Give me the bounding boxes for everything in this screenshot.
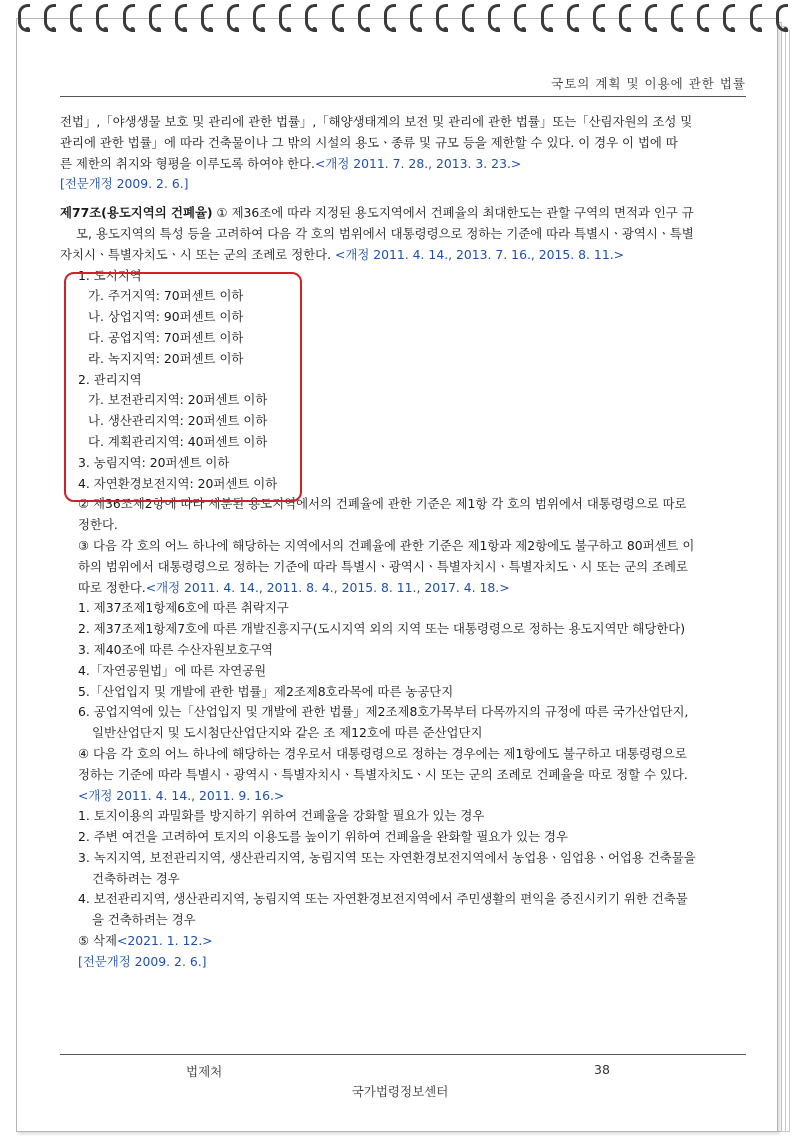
text-segment: 1. 제37조제1항제6호에 따른 취락지구 (78, 600, 289, 616)
binding-ring-icon (149, 4, 161, 32)
binding-ring-icon (619, 4, 631, 32)
binding-ring-icon (384, 4, 396, 32)
page-number: 38 (594, 1062, 610, 1077)
text-line (60, 578, 750, 599)
text-line (60, 765, 750, 786)
text-segment: 을 건축하려는 경우 (92, 912, 196, 928)
text-segment: 관리에 관한 법률」에 따라 건축물이나 그 밖의 시설의 용도ㆍ종류 및 규모 등을 제한할 수 있다. 이 경우 이 법에 따 (60, 134, 678, 150)
text-line (60, 112, 750, 133)
binding-ring-icon (567, 4, 579, 32)
binding-ring-icon (123, 4, 135, 32)
text-segment: 다. 계획관리지역: 40퍼센트 이하 (88, 433, 268, 449)
binding-ring-icon (332, 4, 344, 32)
text-line (60, 952, 750, 973)
text-segment: ④ 다음 각 호의 어느 하나에 해당하는 경우로서 대통령령으로 정하는 경우에는 제1항에도 불구하고 대통령령으로 (78, 745, 687, 761)
text-segment: ① 제36조에 따라 지정된 용도지역에서 건폐율의 최대한도는 관할 구역의 면적과 인구 규 (212, 205, 694, 221)
text-segment: 라. 녹지지역: 20퍼센트 이하 (88, 350, 244, 366)
text-segment: 정한다. (78, 517, 118, 533)
binding-ring-icon (410, 4, 422, 32)
text-segment: 1. 도시지역 (78, 267, 142, 283)
text-line (60, 848, 750, 869)
text-line (60, 869, 750, 890)
binding-ring-icon (96, 4, 108, 32)
binding-ring-icon (462, 4, 474, 32)
footer-source: 국가법령정보센터 (351, 1084, 449, 1099)
text-segment: 2. 관리지역 (78, 371, 142, 387)
text-line (60, 786, 750, 807)
text-line (60, 224, 750, 245)
binding-ring-icon (175, 4, 187, 32)
amendment-note: [전문개정 2009. 2. 6.] (60, 176, 189, 192)
text-segment: ② 제36조제2항에 따라 세분된 용도지역에서의 건폐율에 관한 기준은 제1항 각 호의 범위에서 대통령령으로 따로 (78, 496, 687, 512)
binding-ring-icon (305, 4, 317, 32)
text-segment: 4. 보전관리지역, 생산관리지역, 농림지역 또는 자연환경보전지역에서 주민생활의 편익을 증진시키기 위한 건축물 (78, 891, 688, 907)
text-segment: 2. 제37조제1항제7호에 따른 개발진흥지구(도시지역 외의 지역 또는 대통령령으로 정하는 용도지역만 해당한다) (78, 621, 686, 637)
text-line (60, 133, 750, 154)
binding-ring-icon (671, 4, 683, 32)
text-line (60, 203, 750, 224)
text-segment: 4. 자연환경보전지역: 20퍼센트 이하 (78, 475, 278, 491)
text-line (60, 557, 750, 578)
binding-ring-icon (279, 4, 291, 32)
text-segment: 가. 보전관리지역: 20퍼센트 이하 (88, 392, 268, 408)
binding-ring-icon (18, 4, 30, 32)
document-body (60, 112, 750, 973)
text-line (60, 661, 750, 682)
footer-publisher: 법제처 (186, 1064, 223, 1079)
text-segment: 따로 정한다. (78, 579, 146, 595)
binding-ring-icon (253, 4, 265, 32)
text-segment: 자치시ㆍ특별자치도ㆍ시 또는 군의 조례로 정한다. (60, 246, 335, 262)
text-segment: 6. 공업지역에 있는「산업입지 및 개발에 관한 법률」제2조제8호가목부터 다목까지의 규정에 따른 국가산업단지, (78, 704, 689, 720)
binding-ring-icon (436, 4, 448, 32)
text-line (60, 154, 750, 175)
text-segment: 일반산업단지 및 도시첨단산업단지와 같은 조 제12호에 따른 준산업단지 (92, 725, 483, 741)
text-line (60, 598, 750, 619)
binding-ring-icon (70, 4, 82, 32)
amendment-note: <2021. 1. 12.> (117, 933, 213, 949)
binding-ring-icon (227, 4, 239, 32)
amendment-note: <개정 2011. 4. 14., 2011. 8. 4., 2015. 8. 11., 2017. 4. 18.> (145, 579, 510, 595)
text-line (60, 723, 750, 744)
text-line (60, 195, 750, 203)
text-line (60, 889, 750, 910)
text-segment: 나. 상업지역: 90퍼센트 이하 (88, 309, 244, 325)
binding-ring-icon (514, 4, 526, 32)
binding-ring-icon (750, 4, 762, 32)
text-segment: 2. 주변 여건을 고려하여 토지의 이용도를 높이기 위하여 건폐율을 완화할 필요가 있는 경우 (78, 829, 568, 845)
text-line (60, 245, 750, 266)
text-line (60, 174, 750, 195)
text-line (60, 640, 750, 661)
text-segment: 3. 제40조에 따른 수산자원보호구역 (78, 641, 274, 657)
text-segment: 나. 생산관리지역: 20퍼센트 이하 (88, 413, 268, 429)
text-segment: 정하는 기준에 따라 특별시ㆍ광역시ㆍ특별자치시ㆍ특별자치도ㆍ시 또는 군의 조례로 건폐율을 따로 정할 수 있다. (78, 766, 688, 782)
footer-divider (60, 1054, 746, 1055)
binding-ring-icon (541, 4, 553, 32)
spiral-binding (18, 0, 788, 34)
binding-ring-icon (593, 4, 605, 32)
text-segment: 3. 녹지지역, 보전관리지역, 생산관리지역, 농림지역 또는 자연환경보전지역에서 농업용ㆍ임업용ㆍ어업용 건축물을 (78, 849, 696, 865)
binding-ring-icon (488, 4, 500, 32)
text-segment: 가. 주거지역: 70퍼센트 이하 (88, 288, 244, 304)
text-line (60, 536, 750, 557)
text-line (60, 744, 750, 765)
text-segment: 5.「산업입지 및 개발에 관한 법률」제2조제8호라목에 따른 농공단지 (78, 683, 454, 699)
text-segment: 른 제한의 취지와 형평을 이루도록 하여야 한다. (60, 155, 315, 171)
highlight-annotation-box (64, 272, 302, 502)
text-segment: 3. 농림지역: 20퍼센트 이하 (78, 454, 230, 470)
text-segment: 다. 공업지역: 70퍼센트 이하 (88, 329, 244, 345)
text-line (60, 515, 750, 536)
amendment-note: <개정 2011. 4. 14., 2011. 9. 16.> (78, 787, 285, 803)
binding-ring-icon (201, 4, 213, 32)
header-divider (60, 96, 746, 97)
binding-ring-icon (44, 4, 56, 32)
amendment-note: [전문개정 2009. 2. 6.] (78, 953, 207, 969)
binding-ring-icon (645, 4, 657, 32)
text-line (60, 827, 750, 848)
amendment-note: <개정 2011. 4. 14., 2013. 7. 16., 2015. 8. 11.> (335, 246, 625, 262)
text-segment: ⑤ 삭제 (78, 933, 117, 949)
text-segment: 1. 토지이용의 과밀화를 방지하기 위하여 건폐율을 강화할 필요가 있는 경우 (78, 808, 485, 824)
text-line (60, 910, 750, 931)
binding-ring-icon (723, 4, 735, 32)
text-line (60, 931, 750, 952)
text-line (60, 702, 750, 723)
text-segment: 모, 용도지역의 특성 등을 고려하여 다음 각 호의 범위에서 대통령령으로 정하는 기준에 따라 특별시ㆍ광역시ㆍ특별 (76, 225, 694, 241)
text-segment: 전법」,「야생생물 보호 및 관리에 관한 법률」,「해양생태계의 보전 및 관리에 관한 법률」또는「산림자원의 조성 및 (60, 114, 693, 129)
text-line (60, 619, 750, 640)
text-segment: 하의 범위에서 대통령령으로 정하는 기준에 따라 특별시ㆍ광역시ㆍ특별자치시ㆍ특별자치도ㆍ시 또는 군의 조례로 (78, 558, 688, 574)
text-segment: ③ 다음 각 호의 어느 하나에 해당하는 지역에서의 건폐율에 관한 기준은 제1항과 제2항에도 불구하고 80퍼센트 이 (78, 537, 695, 553)
binding-ring-icon (776, 4, 788, 32)
running-header: 국토의 계획 및 이용에 관한 법률 (551, 76, 746, 91)
binding-ring-icon (358, 4, 370, 32)
text-segment: 건축하려는 경우 (92, 870, 180, 886)
binding-ring-icon (697, 4, 709, 32)
text-line (60, 806, 750, 827)
amendment-note: <개정 2011. 7. 28., 2013. 3. 23.> (315, 155, 522, 171)
text-line (60, 682, 750, 703)
article-title: 제77조(용도지역의 건폐율) (60, 205, 213, 221)
text-segment: 4.「자연공원법」에 따른 자연공원 (78, 662, 267, 678)
